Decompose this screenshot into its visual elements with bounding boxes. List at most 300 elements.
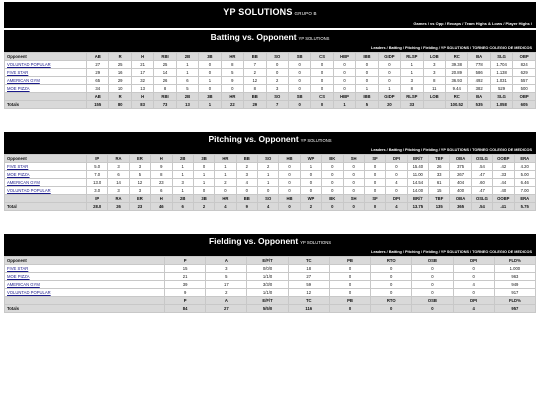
site-header [4,2,536,28]
batting-table-row [5,77,536,85]
batting-stat-cell: 629 [513,69,536,77]
fielding-stat-cell: 0 [453,265,494,273]
fielding-stat-cell: 1/1/0 [247,273,288,281]
pitching-col-header: 2B [172,155,193,163]
batting-totals-row [5,101,536,109]
batting-col-header: SO [266,53,288,61]
pitching-heading: Pitching vs. Opponent [208,134,299,144]
pitching-stat-cell: 0 [300,179,321,187]
pitching-stat-cell: 0 [386,171,407,179]
pitching-footer-col-header: BB [236,195,257,203]
batting-stat-cell: 3 [266,85,288,93]
fielding-col-header: TC [288,257,329,265]
batting-stat-cell: 25 [154,61,176,69]
pitching-col-header: ER [129,155,150,163]
batting-stat-cell: 382 [468,85,490,93]
batting-stat-cell: 529 [490,85,512,93]
batting-totals-cell: 0 [311,101,333,109]
pitching-totals-cell: 9 [236,203,257,211]
fielding-footer-col-header: P [165,297,206,305]
batting-totals-cell: 1.058 [490,101,512,109]
batting-stat-cell: 8 [154,85,176,93]
batting-col-header: RC [446,53,468,61]
pitching-stat-cell: 0 [279,179,300,187]
fielding-col-header: DPI [453,257,494,265]
batting-col-header: HR [221,53,243,61]
fielding-footer-col-header: PB [329,297,370,305]
batting-stat-cell: 1 [401,69,423,77]
pitching-stat-cell: 0 [193,187,214,195]
pitching-footer-blank [5,195,87,203]
opponent-link[interactable]: MOE PIZZA [7,274,30,279]
batting-stat-cell: 0 [333,85,355,93]
fielding-col-header: Opponent [5,257,165,265]
pitching-totals-cell: 4 [215,203,236,211]
pitching-stat-cell: 1 [172,171,193,179]
batting-heading: Batting vs. Opponent [210,32,297,42]
pitching-stat-cell: .60 [471,179,492,187]
pitching-stat-cell: 7.00 [514,187,536,195]
batting-totals-cell: 7 [266,101,288,109]
pitching-stat-cell: .44 [493,179,514,187]
batting-totals-cell: 80 [109,101,131,109]
batting-stat-cell: 8 [221,61,243,69]
batting-stat-cell: 0 [288,61,310,69]
pitching-table-row [5,187,536,195]
fielding-stat-cell: 0 [329,273,370,281]
pitching-col-header: Opponent [5,155,87,163]
batting-stat-cell: 16 [109,69,131,77]
batting-stat-cell: 0 [199,69,221,77]
batting-stat-cell: 2 [266,77,288,85]
site-nav-links[interactable]: Games / vs Opp / Recaps / Team Highs & Lows / Player Highs / [413,21,532,26]
fielding-stat-cell: 1.000 [494,265,535,273]
batting-table-row [5,85,536,93]
batting-stat-cell: 1.031 [490,77,512,85]
batting-nav-links[interactable]: Leaders / Batting / Pitching / Fielding / YP SOLUTIONS / TORNEO COLEGIO DE MEDICOS [371,46,532,50]
pitching-stat-cell: 3.0 [87,187,108,195]
batting-table-row [5,61,536,69]
batting-stat-cell: 3 [423,61,445,69]
batting-stat-cell: 29 [109,77,131,85]
batting-totals-cell: 29 [244,101,266,109]
batting-col-header: R [109,53,131,61]
fielding-footer-col-header: TC [288,297,329,305]
opponent-link[interactable]: FIVE STAR [7,164,29,169]
pitching-stat-cell: 0 [300,171,321,179]
batting-stat-cell: 0 [199,85,221,93]
batting-table-row [5,69,536,77]
fielding-stat-cell: 18 [288,265,329,273]
pitching-totals-label: Total [5,203,87,211]
batting-col-header: SB [288,53,310,61]
fielding-team: YP SOLUTIONS [300,240,332,245]
pitching-stat-cell: 0 [279,171,300,179]
batting-stat-cell: 29 [87,69,109,77]
pitching-stat-cell: 0 [279,187,300,195]
pitching-col-header: DPI [386,155,407,163]
opponent-link[interactable]: VOLUNTAD POPULAR [7,188,51,193]
batting-totals-cell: 535 [468,101,490,109]
pitching-stat-cell: 6 [151,187,172,195]
batting-stat-cell: 17 [131,69,153,77]
batting-stat-cell: 1 [199,77,221,85]
batting-stat-cell: 0 [333,77,355,85]
pitching-stat-cell: 1 [172,163,193,171]
fielding-stat-cell: 0 [371,265,412,273]
pitching-totals-cell: 0 [322,203,343,211]
pitching-stat-cell: 0 [343,163,364,171]
pitching-stat-cell: 14.54 [407,179,428,187]
fielding-footer-col-header: RTO [371,297,412,305]
batting-stat-cell: 0 [199,61,221,69]
pitching-stat-cell: .33 [493,171,514,179]
team-name: YP SOLUTIONS [223,7,293,17]
fielding-table [4,256,536,313]
batting-stat-cell: 0 [288,69,310,77]
fielding-col-header: FLD% [494,257,535,265]
pitching-col-header: OBA [450,155,471,163]
fielding-stat-cell: 0 [371,289,412,297]
pitching-stat-cell: 5 [129,171,150,179]
batting-stat-cell: 36.93 [446,77,468,85]
batting-footer-col-header: CS [311,93,333,101]
fielding-title [4,234,536,248]
batting-stat-cell: 0 [378,77,400,85]
batting-stat-cell: 21 [131,61,153,69]
batting-footer-col-header: RC [446,93,468,101]
pitching-stat-cell: 404 [450,179,471,187]
batting-stat-cell: 0 [311,69,333,77]
fielding-totals-cell: 5/5/0 [247,305,288,313]
pitching-nav-links[interactable]: Leaders / Batting / Pitching / Fielding / YP SOLUTIONS / TORNEO COLEGIO DE MEDICOS [371,148,532,152]
fielding-stat-cell: 59 [288,281,329,289]
fielding-stat-cell: 0 [329,281,370,289]
fielding-totals-cell: 0 [329,305,370,313]
opponent-link[interactable]: AMERICAN GYM [7,282,40,287]
fielding-totals-cell: 0 [371,305,412,313]
pitching-stat-cell: .40 [493,187,514,195]
batting-totals-cell: 5 [356,101,378,109]
pitching-table-row [5,171,536,179]
batting-stat-cell: 1.704 [490,61,512,69]
pitching-stat-cell: 1 [172,187,193,195]
pitching-header-row [5,155,536,163]
opponent-link[interactable]: VOLUNTAD POPULAR [7,62,51,67]
batting-totals-cell: 1 [199,101,221,109]
pitching-stat-cell: 0 [364,179,385,187]
batting-opponent-cell [5,85,87,93]
batting-stat-cell: 500 [513,85,536,93]
batting-stat-cell: 0 [288,77,310,85]
batting-stat-cell: 34 [87,85,109,93]
pitching-footer-col-header: BK [322,195,343,203]
fielding-header-row [5,257,536,265]
fielding-stat-cell: 3/3/0 [247,281,288,289]
fielding-opponent-cell [5,273,165,281]
pitching-stat-cell: 14.00 [407,187,428,195]
batting-header-row [5,53,536,61]
pitching-footer-col-header: HR [215,195,236,203]
batting-totals-cell: 0 [288,101,310,109]
pitching-stat-cell: 3 [172,179,193,187]
batting-stat-cell: 0 [266,61,288,69]
batting-footer-col-header: GIDP [378,93,400,101]
fielding-stat-cell: 27 [288,273,329,281]
pitching-footer-col-header: RA [108,195,129,203]
pitching-footer-header-row [5,195,536,203]
batting-footer-col-header: RLSP [401,93,423,101]
opponent-link[interactable]: MOE PIZZA [7,86,30,91]
batting-stat-cell: 6 [176,77,198,85]
batting-stat-cell: 1 [401,61,423,69]
pitching-stat-cell: 0 [236,187,257,195]
batting-stat-cell: 8 [244,85,266,93]
batting-stat-cell: 0 [221,85,243,93]
fielding-stat-cell: 0 [329,265,370,273]
batting-footer-col-header: IBB [356,93,378,101]
batting-footer-col-header: SO [266,93,288,101]
fielding-nav-links[interactable]: Leaders / Batting / Pitching / Fielding / YP SOLUTIONS / TORNEO COLEGIO DE MEDICOS [371,250,532,254]
pitching-stat-cell: 2 [236,163,257,171]
pitching-footer-col-header: 2B [172,195,193,203]
batting-col-header: GIDP [378,53,400,61]
pitching-stat-cell: 4.20 [514,163,536,171]
pitching-stat-cell: 4 [386,179,407,187]
pitching-stat-cell: 0 [322,163,343,171]
batting-footer-col-header: 2B [176,93,198,101]
fielding-footer-col-header: DPI [453,297,494,305]
pitching-totals-cell: 2 [300,203,321,211]
fielding-col-header: RTO [371,257,412,265]
batting-title [4,30,536,44]
opponent-link[interactable]: MOE PIZZA [7,172,30,177]
fielding-col-header: E/F/T [247,257,288,265]
pitching-totals-cell: 6 [172,203,193,211]
batting-footer-col-header: OBP [513,93,536,101]
fielding-table-row [5,273,536,281]
batting-table [4,52,536,109]
batting-footer-col-header: AB [87,93,109,101]
batting-stat-cell: 1 [176,69,198,77]
opponent-link[interactable]: FIVE STAR [7,70,29,75]
batting-stat-cell: 3 [401,77,423,85]
batting-stat-cell: 20.89 [446,69,468,77]
pitching-col-header: HR [215,155,236,163]
pitching-stat-cell: 3 [236,171,257,179]
pitching-team: YP SOLUTIONS [300,138,332,143]
batting-col-header: HBP [333,53,355,61]
fielding-stat-cell: 0 [412,265,453,273]
fielding-totals-cell: 0 [412,305,453,313]
batting-col-header: AB [87,53,109,61]
fielding-totals-cell: 84 [165,305,206,313]
batting-totals-cell [423,101,445,109]
pitching-stat-cell: 375 [450,163,471,171]
batting-stat-cell: 824 [513,61,536,69]
batting-stat-cell: 0 [378,61,400,69]
batting-stat-cell: 557 [513,77,536,85]
pitching-stat-cell: 6.46 [514,179,536,187]
pitching-stat-cell: 0 [300,187,321,195]
batting-stat-cell: 0 [288,85,310,93]
pitching-footer-col-header: H [151,195,172,203]
batting-stat-cell: 0 [356,77,378,85]
batting-footer-blank [5,93,87,101]
pitching-totals-cell: 4 [386,203,407,211]
fielding-table-row [5,281,536,289]
batting-stat-cell: 2 [244,69,266,77]
batting-totals-cell: 100.52 [446,101,468,109]
pitching-stat-cell: 0 [343,179,364,187]
fielding-footer-header-row [5,297,536,305]
batting-totals-cell: 155 [87,101,109,109]
pitching-totals-row [5,203,536,211]
batting-stat-cell: 12 [244,77,266,85]
pitching-footer-col-header: SO [258,195,279,203]
batting-col-header: Opponent [5,53,87,61]
pitching-col-header: SO [258,155,279,163]
batting-col-header: BB [244,53,266,61]
batting-table-wrap [4,52,536,109]
pitching-stat-cell: 26 [429,163,450,171]
pitching-totals-cell: 4 [258,203,279,211]
pitching-stat-cell: 4 [236,179,257,187]
batting-stat-cell: 0 [333,61,355,69]
batting-stat-cell: 0 [378,69,400,77]
pitching-stat-cell: 1 [215,171,236,179]
batting-footer-col-header: BA [468,93,490,101]
batting-totals-cell: 13 [176,101,198,109]
pitching-totals-cell: 0 [364,203,385,211]
pitching-stat-cell: 0 [343,187,364,195]
pitching-col-header: ERA [514,155,536,163]
opponent-link[interactable]: AMERICAN GYM [7,78,40,83]
pitching-footer-col-header: SH [343,195,364,203]
pitching-stat-cell: 0 [322,171,343,179]
batting-stat-cell: 13 [131,85,153,93]
opponent-link[interactable]: AMERICAN GYM [7,180,40,185]
pitching-col-header: BR/7 [407,155,428,163]
pitching-col-header: WP [300,155,321,163]
pitching-stat-cell: 0 [279,163,300,171]
fielding-stat-cell: 15 [165,265,206,273]
pitching-stat-cell: 7.0 [87,171,108,179]
fielding-totals-cell: 27 [206,305,247,313]
batting-stat-cell: 5 [221,69,243,77]
batting-footer-col-header: SLG [490,93,512,101]
fielding-stat-cell: 0 [412,273,453,281]
pitching-stat-cell: 0 [258,187,279,195]
fielding-totals-cell: 116 [288,305,329,313]
pitching-stat-cell: 15 [429,187,450,195]
fielding-col-header: OSB [412,257,453,265]
pitching-col-header: 3B [193,155,214,163]
pitching-stat-cell: 61 [429,179,450,187]
pitching-totals-cell: .41 [493,203,514,211]
fielding-heading: Fielding vs. Opponent [208,236,299,246]
pitching-totals-cell: 28.0 [87,203,108,211]
fielding-footer-blank [5,297,165,305]
pitching-stat-cell: 1 [258,171,279,179]
fielding-stat-cell: 4 [453,281,494,289]
fielding-stat-cell: 0/0/0 [247,265,288,273]
opponent-link[interactable]: FIVE STAR [7,266,29,271]
batting-stat-cell: 11 [423,85,445,93]
fielding-stat-cell: 0 [412,289,453,297]
batting-totals-cell: 22 [221,101,243,109]
pitching-table-row [5,179,536,187]
fielding-stat-cell: 917 [494,289,535,297]
batting-footer-col-header: HR [221,93,243,101]
fielding-stat-cell: 3 [206,265,247,273]
batting-totals-cell: 605 [513,101,536,109]
fielding-stat-cell: 0 [453,289,494,297]
batting-stat-cell: 0 [311,85,333,93]
pitching-footer-col-header: BR/7 [407,195,428,203]
batting-col-header: RBI [154,53,176,61]
batting-stat-cell: 8 [401,85,423,93]
batting-stat-cell: 5 [176,85,198,93]
pitching-opponent-cell [5,179,87,187]
fielding-opponent-cell [5,265,165,273]
pitching-opponent-cell [5,171,87,179]
pitching-table-row [5,163,536,171]
pitching-stat-cell: 3 [108,163,129,171]
pitching-stat-cell: 14 [108,179,129,187]
batting-stat-cell: 0 [266,69,288,77]
fielding-col-header: A [206,257,247,265]
batting-stat-cell: 3 [423,69,445,77]
fielding-col-header: P [165,257,206,265]
fielding-footer-col-header: A [206,297,247,305]
batting-stat-cell: 1 [356,85,378,93]
pitching-stat-cell: 13.0 [87,179,108,187]
pitching-stat-cell: 1 [215,163,236,171]
fielding-totals-cell: 4 [453,305,494,313]
pitching-stat-cell: 0 [386,163,407,171]
batting-totals-cell: 1 [333,101,355,109]
pitching-col-header: OOBP [493,155,514,163]
pitching-section [4,132,536,211]
batting-stat-cell: 0 [311,61,333,69]
opponent-link[interactable]: VOLUNTAD POPULAR [7,290,51,295]
fielding-stat-cell: 949 [494,281,535,289]
pitching-stat-cell: 0 [386,187,407,195]
pitching-stat-cell: 3 [129,163,150,171]
pitching-col-header: BK [322,155,343,163]
pitching-totals-cell: 13.75 [407,203,428,211]
batting-stat-cell: 0 [333,69,355,77]
batting-opponent-cell [5,77,87,85]
pitching-stat-cell: 0 [322,179,343,187]
fielding-opponent-cell [5,281,165,289]
pitching-col-header: SH [343,155,364,163]
fielding-section [4,234,536,313]
pitching-footer-col-header: 3B [193,195,214,203]
pitching-totals-cell: 2 [193,203,214,211]
batting-stat-cell: 25 [109,61,131,69]
batting-stat-cell: 9 [221,77,243,85]
pitching-footer-col-header: OOBP [493,195,514,203]
pitching-col-header: BB [236,155,257,163]
pitching-totals-cell: 365 [450,203,471,211]
pitching-stat-cell: 2 [215,179,236,187]
pitching-col-header: OSLG [471,155,492,163]
batting-stat-cell: 14 [154,69,176,77]
pitching-stat-cell: 6 [108,171,129,179]
fielding-stat-cell: 21 [165,273,206,281]
